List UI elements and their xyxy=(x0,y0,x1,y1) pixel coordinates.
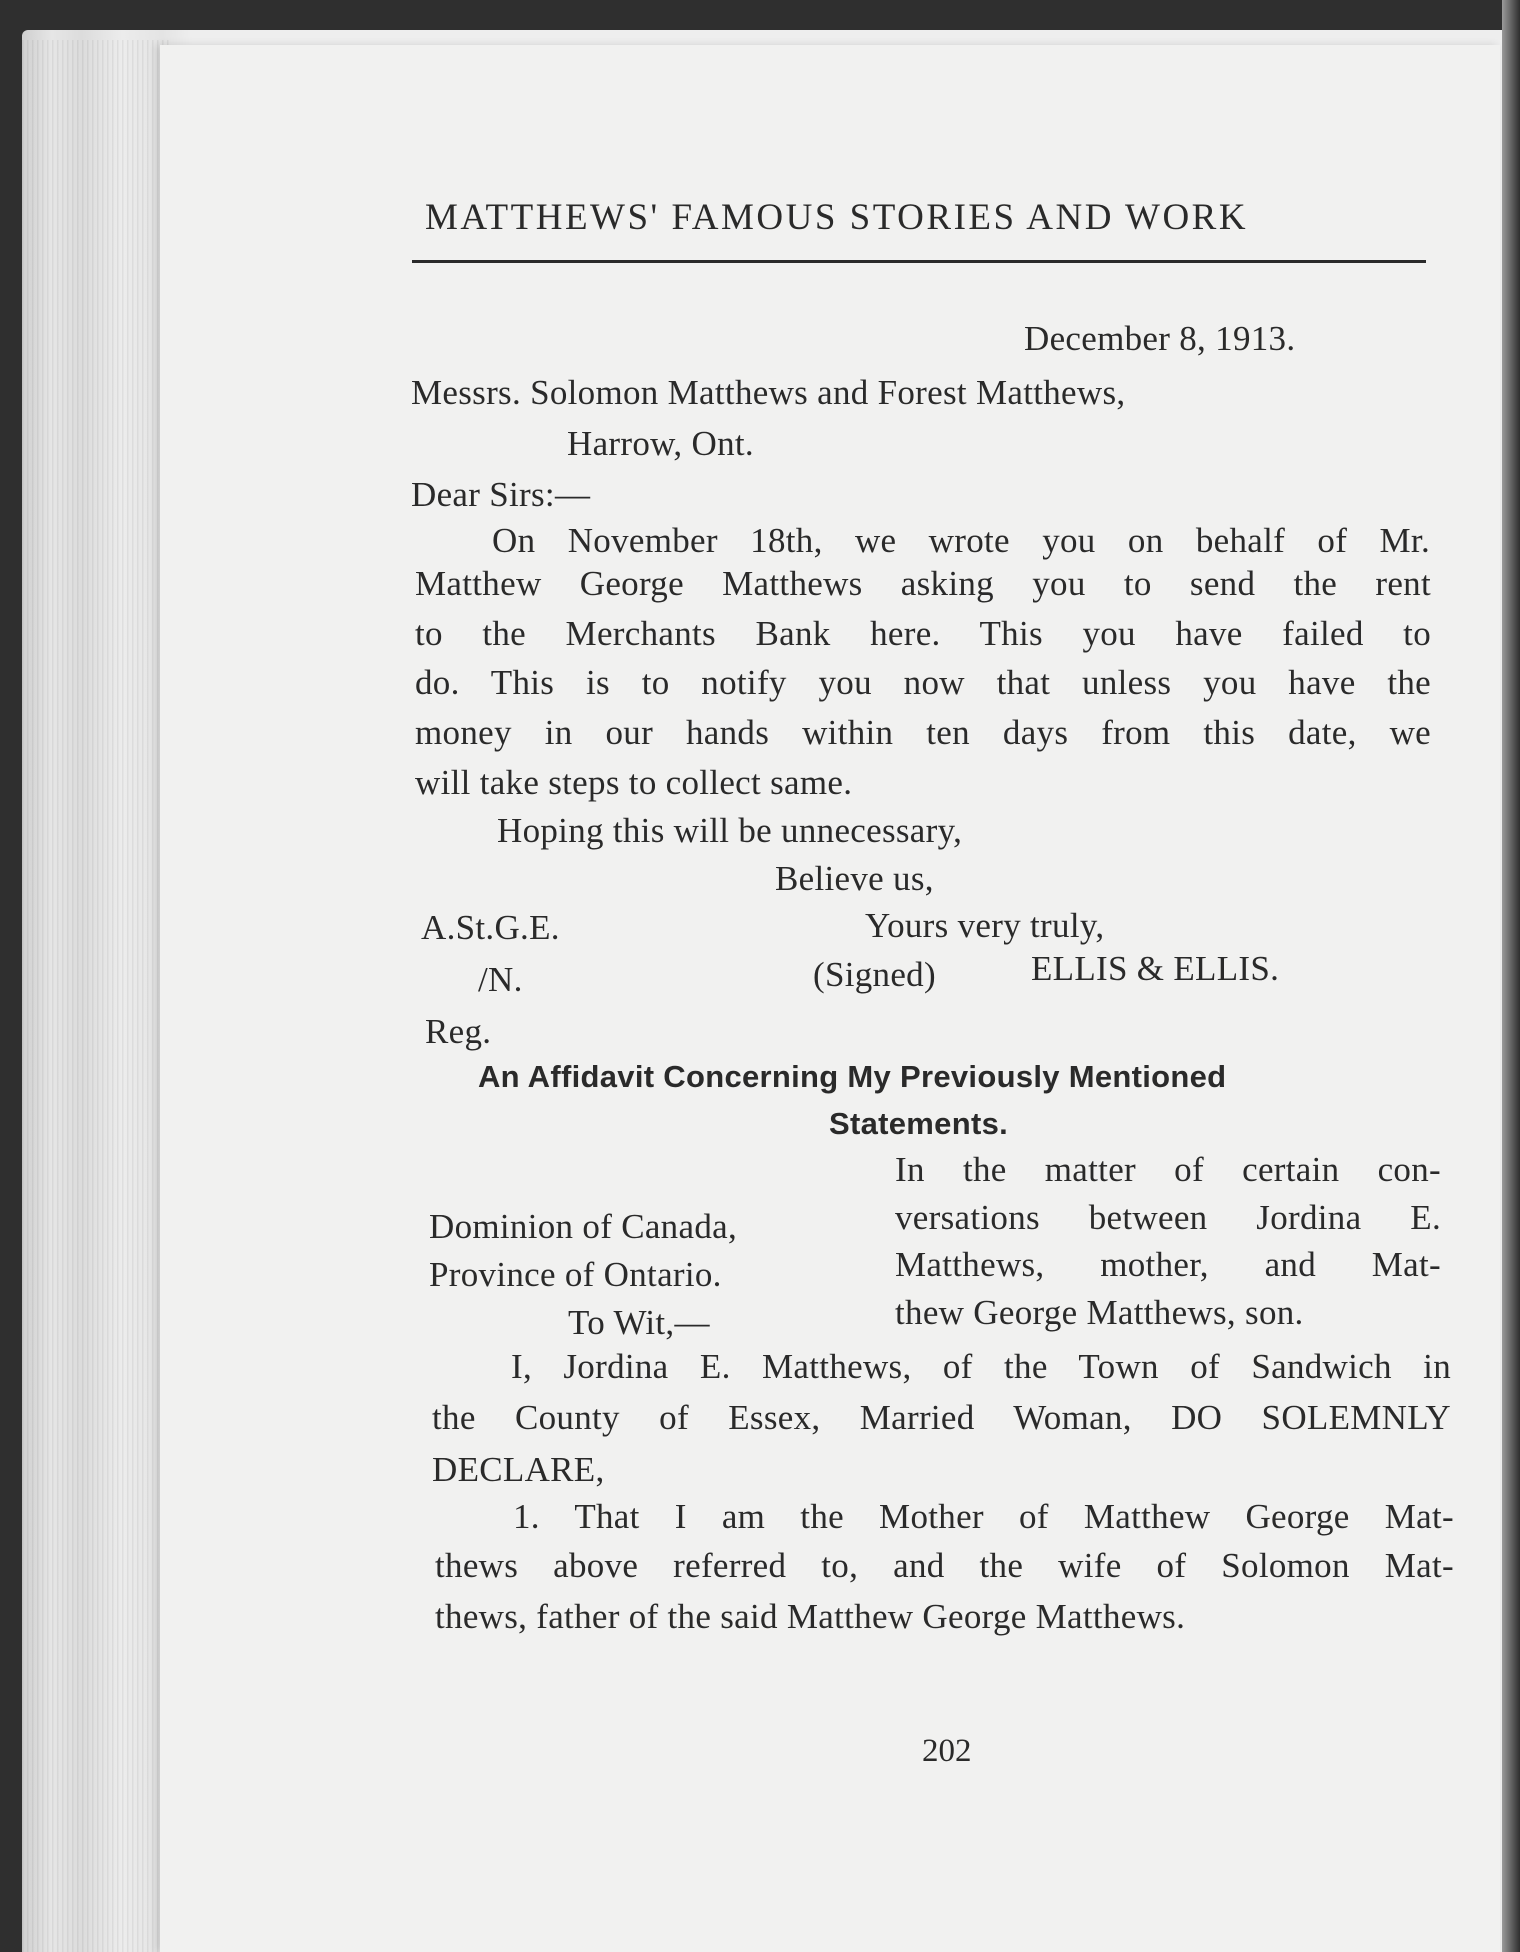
letter-body-line: Matthew George Matthews asking you to send the rent xyxy=(415,564,1431,603)
letter-date: December 8, 1913. xyxy=(1024,319,1296,358)
header-rule xyxy=(412,260,1426,263)
letter-addressee-line1: Messrs. Solomon Matthews and Forest Matthews, xyxy=(411,373,1126,412)
venue-line: To Wit,— xyxy=(568,1303,710,1342)
letter-signature: ELLIS & ELLIS. xyxy=(1031,949,1280,988)
letter-body-line: On November 18th, we wrote you on behalf of Mr. xyxy=(492,521,1430,560)
page-number: 202 xyxy=(922,1733,972,1769)
letter-closing: Hoping this will be unnecessary, xyxy=(497,811,963,850)
letter-body-line: to the Merchants Bank here. This you have failed to xyxy=(415,614,1431,653)
matter-line: Matthews, mother, and Mat- xyxy=(895,1245,1441,1284)
signed-label: (Signed) xyxy=(813,955,936,994)
matter-line: In the matter of certain con- xyxy=(895,1150,1441,1189)
item-line: 1. That I am the Mother of Matthew George Mat- xyxy=(513,1497,1454,1536)
letter-salutation: Dear Sirs:— xyxy=(411,475,591,514)
affidavit-heading: An Affidavit Concerning My Previously Mentioned xyxy=(478,1059,1227,1094)
letter-body-line: will take steps to collect same. xyxy=(415,763,853,802)
affidavit-heading: Statements. xyxy=(829,1106,1009,1141)
item-line: thews above referred to, and the wife of Solomon Mat- xyxy=(435,1546,1454,1585)
declaration-line: I, Jordina E. Matthews, of the Town of Sandwich in xyxy=(511,1347,1451,1386)
letter-body-line: money in our hands within ten days from this date, we xyxy=(415,713,1431,752)
venue-line: Province of Ontario. xyxy=(429,1255,722,1294)
declaration-line: the County of Essex, Married Woman, DO SOLEMNLY xyxy=(432,1398,1451,1437)
letter-reg: Reg. xyxy=(425,1012,492,1051)
letter-closing: Believe us, xyxy=(775,859,934,898)
venue-line: Dominion of Canada, xyxy=(429,1207,738,1246)
letter-valediction: Yours very truly, xyxy=(865,906,1105,945)
declaration-line: DECLARE, xyxy=(432,1450,605,1489)
matter-line: thew George Matthews, son. xyxy=(895,1293,1304,1332)
item-line: thews, father of the said Matthew George Matthews. xyxy=(435,1597,1186,1636)
letter-addressee-line2: Harrow, Ont. xyxy=(567,424,754,463)
letter-initials: /N. xyxy=(478,960,523,999)
matter-line: versations between Jordina E. xyxy=(895,1198,1441,1237)
letter-body-line: do. This is to notify you now that unless you have the xyxy=(415,663,1431,702)
running-title: MATTHEWS' FAMOUS STORIES AND WORK xyxy=(425,197,1249,238)
letter-initials: A.St.G.E. xyxy=(421,908,560,947)
